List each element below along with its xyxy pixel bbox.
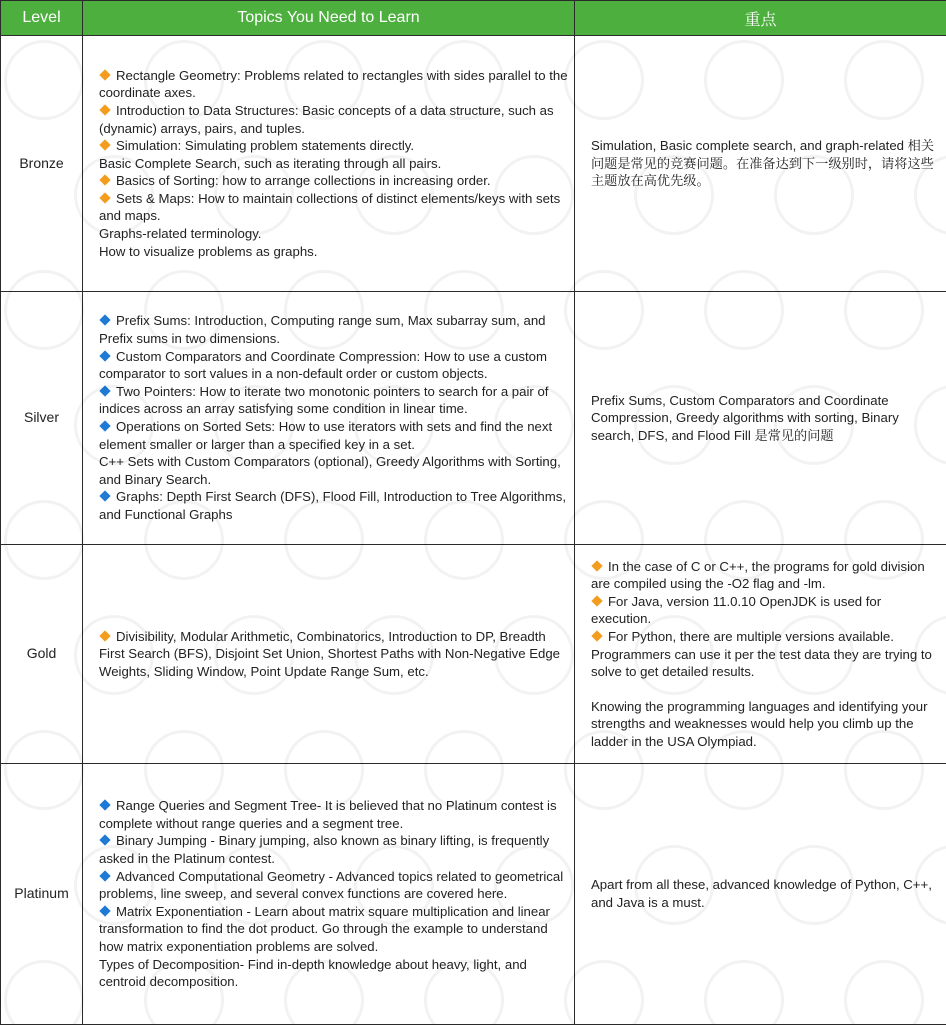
level-cell: Silver bbox=[1, 292, 83, 545]
list-item-text: Basics of Sorting: how to arrange collections in increasing order. bbox=[116, 173, 491, 188]
list-item-text: C++ Sets with Custom Comparators (optional), Greedy Algorithms with Sorting, and Binary Search. bbox=[99, 454, 561, 487]
topics-cell bbox=[83, 36, 575, 292]
list-item bbox=[99, 243, 568, 261]
list-item bbox=[99, 797, 568, 832]
orange-diamond-icon bbox=[99, 104, 110, 115]
orange-diamond-icon bbox=[99, 69, 110, 80]
orange-diamond-icon bbox=[591, 595, 602, 606]
list-item-text: Range Queries and Segment Tree- It is believed that no Platinum contest is complete without range queries and a segment tree. bbox=[99, 798, 557, 831]
list-item-text: Graphs: Depth First Search (DFS), Flood Fill, Introduction to Tree Algorithms, and Functional Graphs bbox=[99, 489, 566, 522]
list-item bbox=[591, 876, 940, 911]
list-item-text: Introduction to Data Structures: Basic concepts of a data structure, such as (dynamic) arrays, pairs, and tuples. bbox=[99, 103, 554, 136]
list-item bbox=[99, 488, 568, 523]
list-item bbox=[99, 832, 568, 867]
focus-cell bbox=[575, 764, 946, 1025]
list-item bbox=[99, 102, 568, 137]
level-cell: Platinum bbox=[1, 764, 83, 1025]
list-item-text: Two Pointers: How to iterate two monotonic pointers to search for a pair of indices across an array satisfying some condition in linear time. bbox=[99, 384, 548, 417]
orange-diamond-icon bbox=[591, 560, 602, 571]
blue-diamond-icon bbox=[99, 491, 110, 502]
list-item bbox=[591, 558, 940, 593]
list-item bbox=[99, 225, 568, 243]
list-item bbox=[99, 67, 568, 102]
topics-cell bbox=[83, 545, 575, 764]
list-item bbox=[99, 868, 568, 903]
orange-diamond-icon bbox=[591, 630, 602, 641]
level-cell: Gold bbox=[1, 545, 83, 764]
list-item-text: Rectangle Geometry: Problems related to rectangles with sides parallel to the coordinate axes. bbox=[99, 68, 568, 101]
list-item-text: Simulation, Basic complete search, and graph-related 相关问题是常见的竞赛问题。在准备达到下一级别时，请将这些主题放在高优先级。 bbox=[591, 138, 934, 188]
focus-cell bbox=[575, 292, 946, 545]
level-cell: Bronze bbox=[1, 36, 83, 292]
list-item-text: Binary Jumping - Binary jumping, also known as binary lifting, is frequently asked in the Platinum contest. bbox=[99, 833, 549, 866]
header-focus: 重点 bbox=[575, 1, 946, 36]
list-item-text: Prefix Sums: Introduction, Computing range sum, Max subarray sum, and Prefix sums in two dimensions. bbox=[99, 313, 546, 346]
list-item bbox=[99, 453, 568, 488]
list-item-text: For Python, there are multiple versions available. Programmers can use it per the test data they are trying to solve to get detailed results. bbox=[591, 629, 932, 679]
list-item-text: Divisibility, Modular Arithmetic, Combinatorics, Introduction to DP, Breadth First Search (BFS), Disjoint Set Union, Shortest Paths with Non-Negative Edge Weights, Sliding Window, Point Update Range Sum, etc. bbox=[99, 629, 560, 679]
list-item-text: Types of Decomposition- Find in-depth knowledge about heavy, light, and centroid decomposition. bbox=[99, 957, 527, 990]
list-item-text: For Java, version 11.0.10 OpenJDK is used for execution. bbox=[591, 594, 881, 627]
blue-diamond-icon bbox=[99, 315, 110, 326]
list-item-text: Knowing the programming languages and identifying your strengths and weaknesses would help you climb up the ladder in the USA Olympiad. bbox=[591, 699, 928, 749]
list-item bbox=[99, 137, 568, 155]
blue-diamond-icon bbox=[99, 870, 110, 881]
topics-cell bbox=[83, 292, 575, 545]
list-item-text: Operations on Sorted Sets: How to use iterators with sets and find the next element smaller or larger than a specified key in a set. bbox=[99, 419, 552, 452]
paragraph-gap bbox=[591, 681, 940, 698]
list-item bbox=[99, 628, 568, 681]
header-row bbox=[1, 1, 946, 36]
list-item bbox=[99, 903, 568, 956]
blue-diamond-icon bbox=[99, 800, 110, 811]
blue-diamond-icon bbox=[99, 905, 110, 916]
list-item-text: Custom Comparators and Coordinate Compression: How to use a custom comparator to sort values in a non-default order or custom objects. bbox=[99, 349, 547, 382]
table-row bbox=[1, 545, 946, 764]
list-item-text: Basic Complete Search, such as iterating through all pairs. bbox=[99, 156, 441, 171]
orange-diamond-icon bbox=[99, 192, 110, 203]
list-item bbox=[99, 956, 568, 991]
list-item bbox=[99, 418, 568, 453]
blue-diamond-icon bbox=[99, 350, 110, 361]
list-item bbox=[99, 155, 568, 173]
table-row bbox=[1, 36, 946, 292]
list-item bbox=[591, 593, 940, 628]
list-item-text: Advanced Computational Geometry - Advanced topics related to geometrical problems, line sweep, and several convex functions are covered here. bbox=[99, 869, 563, 902]
blue-diamond-icon bbox=[99, 835, 110, 846]
table-row bbox=[1, 764, 946, 1025]
blue-diamond-icon bbox=[99, 420, 110, 431]
list-item-text: Sets & Maps: How to maintain collections of distinct elements/keys with sets and maps. bbox=[99, 191, 560, 224]
list-item bbox=[591, 392, 940, 445]
focus-cell bbox=[575, 36, 946, 292]
list-item bbox=[99, 172, 568, 190]
list-item-text: Graphs-related terminology. bbox=[99, 226, 261, 241]
list-item-text: Apart from all these, advanced knowledge of Python, C++, and Java is a must. bbox=[591, 877, 932, 910]
orange-diamond-icon bbox=[99, 175, 110, 186]
blue-diamond-icon bbox=[99, 385, 110, 396]
list-item bbox=[99, 383, 568, 418]
table-row bbox=[1, 292, 946, 545]
header-topics: Topics You Need to Learn bbox=[83, 1, 575, 36]
list-item bbox=[99, 348, 568, 383]
list-item-text: How to visualize problems as graphs. bbox=[99, 244, 317, 259]
list-item bbox=[591, 698, 940, 751]
list-item bbox=[591, 628, 940, 681]
topics-cell bbox=[83, 764, 575, 1025]
list-item bbox=[99, 312, 568, 347]
list-item-text: Prefix Sums, Custom Comparators and Coordinate Compression, Greedy algorithms with sorting, Binary search, DFS, and Flood Fill 是常见的问题 bbox=[591, 393, 899, 443]
list-item-text: Simulation: Simulating problem statements directly. bbox=[116, 138, 414, 153]
list-item-text: In the case of C or C++, the programs for gold division are compiled using the -O2 flag and -lm. bbox=[591, 559, 925, 592]
orange-diamond-icon bbox=[99, 630, 110, 641]
focus-cell bbox=[575, 545, 946, 764]
list-item-text: Matrix Exponentiation - Learn about matrix square multiplication and linear transformation to find the dot product. Go through the example to understand how matrix exponentiation problems are solved. bbox=[99, 904, 550, 954]
orange-diamond-icon bbox=[99, 139, 110, 150]
list-item bbox=[591, 137, 940, 190]
header-level: Level bbox=[1, 1, 83, 36]
list-item bbox=[99, 190, 568, 225]
